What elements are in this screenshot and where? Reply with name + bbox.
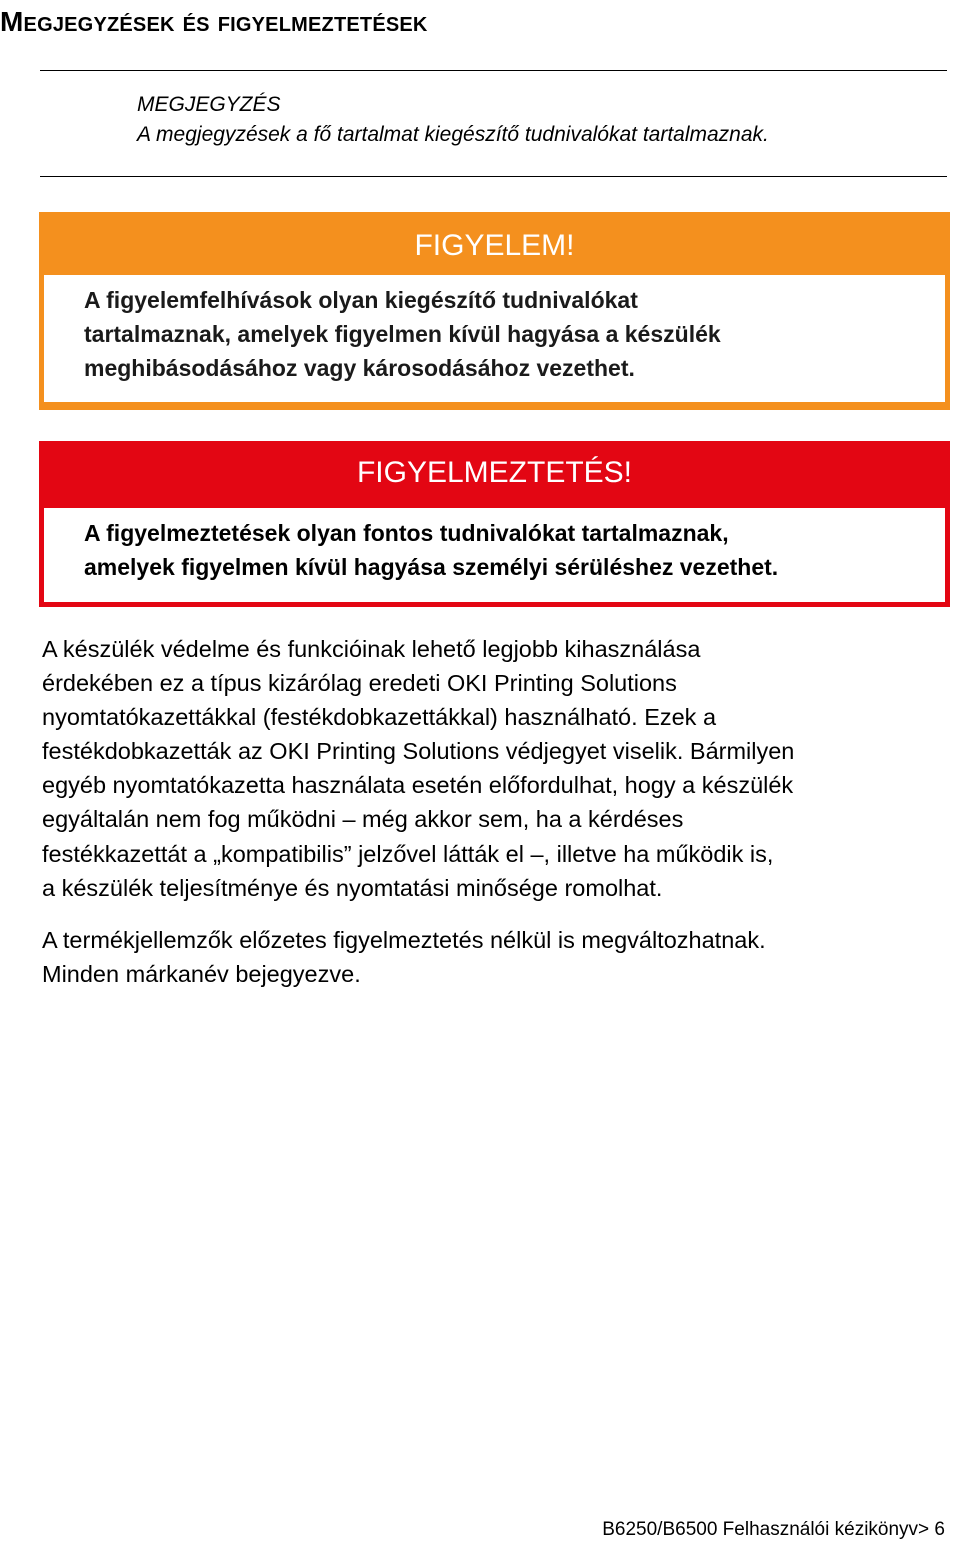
paragraph-line: Minden márkanév bejegyezve. bbox=[42, 961, 361, 988]
warning-line: A figyelmeztetések olyan fontos tudnivalókat tartalmaznak, bbox=[84, 520, 729, 546]
body-paragraph-consumables bbox=[42, 632, 794, 905]
paragraph-line: egyáltalán nem fog működni – még akkor sem, ha a kérdéses bbox=[42, 806, 684, 833]
paragraph-line: A készülék védelme és funkcióinak lehető legjobb kihasználása bbox=[42, 636, 701, 662]
warning-box bbox=[39, 441, 950, 607]
warning-line: amelyek figyelmen kívül hagyása személyi sérüléshez vezethet. bbox=[84, 554, 779, 580]
page-title: Megjegyzések és figyelmeztetések bbox=[0, 6, 428, 37]
warning-title: FIGYELMEZTETÉS! bbox=[356, 456, 633, 489]
note-label: MEGJEGYZÉS bbox=[137, 93, 281, 116]
caution-line: tartalmaznak, amelyek figyelmen kívül hagyása a készülék bbox=[84, 321, 721, 347]
paragraph-line: festékdobkazetták az OKI Printing Solutions védjegyet viselik. Bármilyen bbox=[42, 738, 795, 765]
caution-box bbox=[39, 212, 950, 410]
paragraph-line: egyéb nyomtatókazetta használata esetén előfordulhat, hogy a készülék bbox=[42, 772, 794, 799]
paragraph-line: A termékjellemzők előzetes figyelmeztetés nélkül is megváltozhatnak. bbox=[42, 927, 766, 953]
note-top-divider bbox=[40, 70, 947, 71]
warning-body bbox=[44, 508, 945, 602]
paragraph-line: festékkazettát a „kompatibilis” jelzővel látták el –, illetve ha működik is, bbox=[42, 840, 774, 867]
note-block bbox=[137, 90, 769, 150]
body-paragraph-disclaimer bbox=[42, 923, 766, 991]
note-text: A megjegyzések a fő tartalmat kiegészítő tudnivalókat tartalmaznak. bbox=[137, 123, 769, 146]
caution-line: meghibásodásához vagy károsodásához vezethet. bbox=[84, 355, 635, 381]
caution-line: A figyelemfelhívások olyan kiegészítő tudnivalókat bbox=[84, 287, 638, 313]
paragraph-line: a készülék teljesítménye és nyomtatási minősége romolhat. bbox=[42, 874, 663, 901]
caution-body bbox=[44, 275, 945, 402]
paragraph-line: érdekében ez a típus kizárólag eredeti OKI Printing Solutions bbox=[42, 670, 677, 697]
paragraph-line: nyomtatókazettákkal (festékdobkazettákkal) használható. Ezek a bbox=[42, 704, 717, 731]
caution-title: FIGYELEM! bbox=[414, 229, 575, 262]
page-footer: B6250/B6500 Felhasználói kézikönyv> 6 bbox=[602, 1519, 945, 1540]
note-bottom-divider bbox=[40, 176, 947, 177]
